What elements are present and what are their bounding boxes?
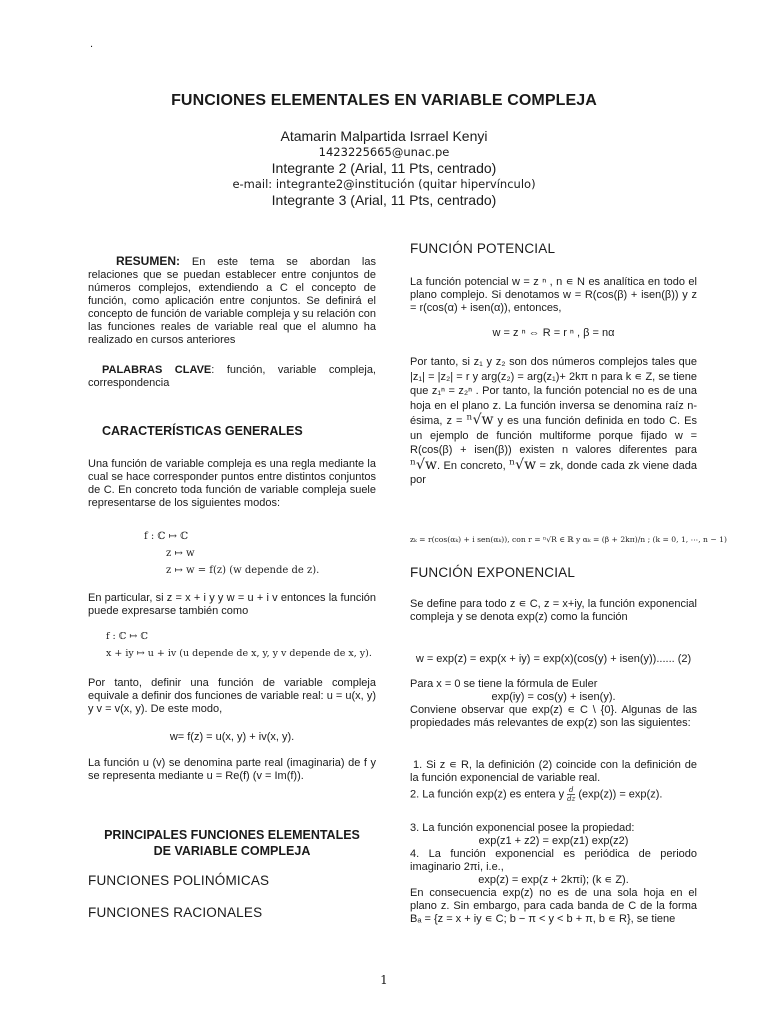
exponencial-equation-1: w = exp(z) = exp(x + iy) = exp(x)(cos(y) + isen(y))...... (2) [415, 653, 692, 665]
page-number: 1 [380, 973, 388, 987]
exponencial-paragraph-1: Se define para todo z ∊ C, z = x+iy, la función exponencial compleja y se denota exp(z) como la función [410, 598, 697, 623]
general-equation-3: w= f(z) = u(x, y) + iv(x, y). [169, 731, 295, 743]
subheading-racionales: FUNCIONES RACIONALES [88, 905, 263, 920]
potencial-equation-2: zₖ = r(cos(αₖ) + i sen(αₖ)), con r = ⁿ√R ∈ ℝ y αₖ = (β + 2kπ)/n ; (k = 0, 1, ⋯, n − 1) [410, 535, 727, 544]
derivative-numerator: d [569, 786, 574, 794]
euler-line-2: exp(iy) = cos(y) + isen(y). [491, 691, 616, 703]
property-3-line-2: exp(z1 + z2) = exp(z1) exp(z2) [478, 835, 629, 847]
right-column [410, 0, 727, 1024]
eq1-line-3: z ↦ w = f(z) (w depende de z). [166, 565, 320, 576]
keywords-label: PALABRAS CLAVE [102, 364, 212, 376]
paper-title: FUNCIONES ELEMENTALES EN VARIABLE COMPLEJA [171, 92, 597, 109]
abstract-paragraph [88, 255, 376, 347]
abstract-text: En este tema se abordan las relaciones que se puedan establecer entre conjuntos de números complejos, extendiendo a C el concepto de función, como aplicación entre conjuntos. Se definirá el concepto de función de variable compleja y su relación con las funciones reales de variable real que el alumno ha realizado en cursos anteriores [88, 256, 377, 346]
left-column [88, 0, 376, 1024]
potencial-p2-part-b: y es una función definida en todo C. Es un ejemplo de función multiforme porque fijado w = R(cos(β) + isen(β)) existen n valores diferentes para [410, 415, 697, 456]
keywords-text: : función, variable compleja, correspondencia [88, 364, 376, 389]
principal-heading-line-1: PRINCIPALES FUNCIONES ELEMENTALES [104, 828, 360, 842]
general-paragraph-1: Una función de variable compleja es una regla mediante la cual se hace corresponder puntos entre distintos conjuntos de C. En concreto toda función de variable compleja suele representarse de los siguientes modos: [88, 458, 376, 509]
equation-mapping-2 [106, 628, 372, 662]
property-4-line-2: exp(z) = exp(z + 2kπi); (k ∊ Z). [478, 874, 629, 886]
section-heading-general: CARACTERÍSTICAS GENERALES [102, 424, 303, 438]
author-1-email: 1423225665@unac.pe [318, 145, 450, 159]
nth-root-symbol: ⁿ√w [466, 412, 494, 428]
property-4-line-1: 4. La función exponencial es periódica de periodo imaginario 2πi, i.e., [410, 848, 697, 873]
euler-line-1: Para x = 0 se tiene la fórmula de Euler [410, 678, 598, 690]
potencial-p2-part-d: = zk, donde cada zk viene dada por [410, 459, 697, 486]
author-3-name: Integrante 3 (Arial, 11 Pts, centrado) [271, 192, 497, 208]
eq2-line-2: x + iy ↦ u + iv (u depende de x, y, y v depende de x, y). [106, 648, 372, 659]
potencial-p2-part-c: . En concreto, [436, 459, 510, 472]
general-paragraph-4: La función u (v) se denomina parte real (imaginaria) de f y se representa mediante u = Re(f) (v = Im(f)). [88, 757, 376, 782]
general-paragraph-3: Por tanto, definir una función de variable compleja equivale a definir dos funciones de variable real: u = u(x, y) y v = v(x, y). De este modo, [88, 677, 376, 715]
property-1-text: 1. Si z ∊ R, la definición (2) coincide con la definición de la función exponencial de variable real. [410, 759, 697, 784]
eq1-line-2: z ↦ w [166, 548, 195, 559]
exponencial-paragraph-2: Conviene observar que exp(z) ∊ C \ {0}. Algunas de las propiedades más relevantes de exp(z) son las siguientes: [410, 704, 697, 729]
subheading-polinomicas: FUNCIONES POLINÓMICAS [88, 873, 270, 888]
author-1-name: Atamarin Malpartida Isrrael Kenyi [280, 128, 488, 144]
property-2 [410, 786, 697, 803]
general-paragraph-2: En particular, si z = x + i y y w = u + i v entonces la función puede expresarse también como [88, 592, 376, 617]
principal-heading-line-2: DE VARIABLE COMPLEJA [153, 844, 311, 858]
eq2-line-1: f : ℂ ↦ ℂ [106, 631, 148, 642]
derivative-denominator: dz [567, 795, 576, 803]
potencial-paragraph-2 [410, 355, 697, 488]
nth-root-symbol: ⁿ√w [410, 456, 437, 473]
nth-root-symbol: ⁿ√w [509, 456, 537, 473]
property-1 [410, 759, 697, 785]
property-2-text-a: 2. La función exp(z) es entera y [410, 788, 568, 801]
equation-mapping-1 [144, 528, 319, 579]
potencial-p2-part-a: Por tanto, si z₁ y z₂ son dos números complejos tales que |z₁| = |z₂| = r y arg(z₂) = arg(z₁)+ 2kπ n para k ∊ Z, se tiene que z₁ⁿ = z₂ⁿ . Por tanto, la función potencial no es de una hoja en el plano z. La función inversa se denomina raíz n-ésima, z = [410, 356, 697, 427]
section-heading-principal [88, 827, 376, 859]
author-2-name: Integrante 2 (Arial, 11 Pts, centrado) [271, 160, 497, 176]
exponencial-paragraph-3: En consecuencia exp(z) no es de una sola hoja en el plano z. Sin embargo, para cada banda de C de la forma Bₐ = {z = x + iy ∊ C; b − π < y < b + π, b ∊ R}, se tiene [410, 887, 697, 925]
abstract-label: RESUMEN: [116, 254, 181, 268]
potencial-equation-1: w = z ⁿ ⇔ R = r ⁿ , β = nα [492, 327, 615, 339]
subheading-exponencial: FUNCIÓN EXPONENCIAL [410, 565, 576, 580]
property-2-text-b: (exp(z)) = exp(z). [575, 788, 663, 801]
keywords-paragraph [88, 364, 376, 390]
top-mark: . [90, 38, 94, 50]
potencial-paragraph-1: La función potencial w = z ⁿ , n ∊ N es analítica en todo el plano complejo. Si denotamos w = R(cos(β) + isen(β)) y z = r(cos(α) + isen(α)), entonces, [410, 276, 697, 314]
eq1-line-1: f : ℂ ↦ ℂ [144, 531, 189, 542]
author-2-email: e-mail: integrante2@institución (quitar hipervínculo) [232, 177, 536, 191]
property-3-line-1: 3. La función exponencial posee la propiedad: [410, 822, 635, 834]
subheading-potencial: FUNCIÓN POTENCIAL [410, 241, 556, 256]
